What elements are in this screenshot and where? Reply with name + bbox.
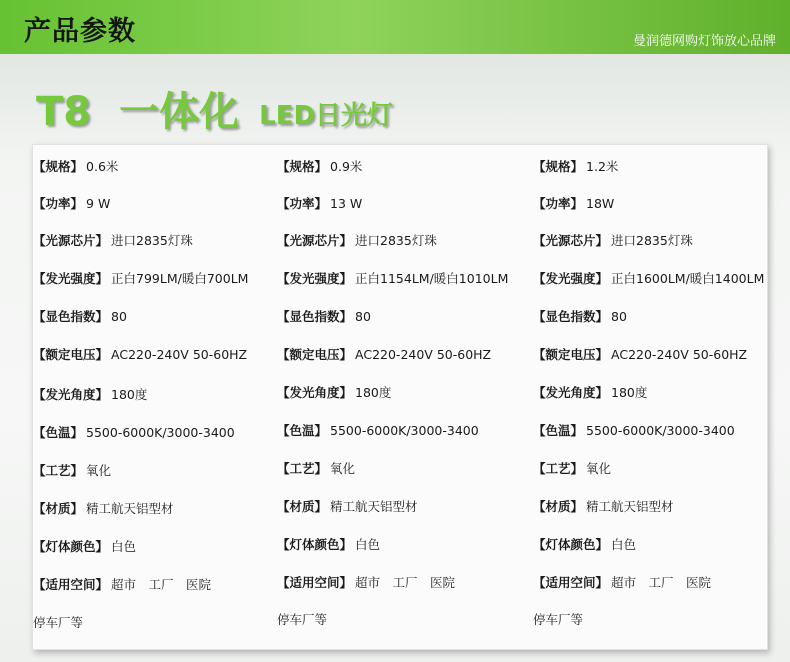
spec-value: 80 (611, 309, 627, 324)
spec-row (277, 344, 491, 366)
spec-row (277, 382, 391, 404)
spec-row (33, 460, 111, 482)
spec-row (277, 193, 362, 215)
spec-value: 18W (586, 196, 615, 211)
spec-row (277, 268, 508, 290)
spec-value: 13 W (330, 196, 363, 211)
spec-value: 正白1154LM/暖白1010LM (355, 271, 509, 286)
spec-label: 【光源芯片】 (533, 233, 609, 248)
spec-row (533, 420, 735, 442)
product-name: 一体化 (119, 89, 240, 135)
spec-value: 180度 (111, 387, 148, 402)
spec-value: 80 (111, 309, 127, 324)
spec-value: 9 W (86, 196, 111, 211)
section-title: 产品参数 (24, 16, 136, 47)
spec-value: 氧化 (86, 463, 112, 478)
spec-value: AC220-240V 50-60HZ (355, 347, 492, 362)
spec-row (277, 230, 437, 252)
spec-label: 【色温】 (277, 423, 328, 438)
spec-value: 180度 (355, 385, 392, 400)
spec-value: 5500-6000K/3000-3400 (330, 423, 479, 438)
spec-row (533, 572, 711, 594)
spec-label: 【工艺】 (33, 463, 84, 478)
spec-label: 【材质】 (33, 501, 84, 516)
spec-value: 白色 (111, 539, 137, 554)
spec-row (33, 156, 118, 178)
spec-row (33, 344, 247, 366)
spec-row (33, 498, 174, 520)
spec-value: 1.2米 (586, 159, 619, 174)
spec-label: 【发光角度】 (533, 385, 609, 400)
spec-label: 【灯体颜色】 (533, 537, 609, 552)
spec-value: 5500-6000K/3000-3400 (586, 423, 735, 438)
spec-row (277, 420, 479, 442)
spec-continuation: 停车厂等 (533, 612, 584, 627)
brand-slogan: 曼润德网购灯饰放心品牌 (632, 34, 776, 49)
spec-value: 正白1600LM/暖白1400LM (611, 271, 765, 286)
spec-label: 【适用空间】 (277, 575, 353, 590)
spec-label: 【发光强度】 (277, 271, 353, 286)
spec-value: 精工航天铝型材 (86, 501, 174, 516)
spec-label: 【工艺】 (277, 461, 328, 476)
spec-value: 进口2835灯珠 (355, 233, 437, 248)
spec-row (533, 496, 674, 518)
spec-value: 氧化 (586, 461, 612, 476)
spec-row (533, 230, 693, 252)
spec-label: 【功率】 (277, 196, 328, 211)
spec-continuation: 停车厂等 (33, 615, 84, 630)
spec-value: 5500-6000K/3000-3400 (86, 425, 235, 440)
spec-label: 【额定电压】 (277, 347, 353, 362)
spec-row (33, 574, 211, 596)
spec-label: 【光源芯片】 (277, 233, 353, 248)
product-model: T8 (36, 89, 92, 135)
spec-row (533, 268, 764, 290)
spec-row (277, 156, 362, 178)
spec-label: 【光源芯片】 (33, 233, 109, 248)
spec-value: 180度 (611, 385, 648, 400)
spec-row (533, 344, 747, 366)
spec-value: 80 (355, 309, 371, 324)
spec-label: 【功率】 (533, 196, 584, 211)
spec-label: 【色温】 (33, 425, 84, 440)
spec-value: AC220-240V 50-60HZ (111, 347, 248, 362)
spec-label: 【发光角度】 (277, 385, 353, 400)
spec-panel (32, 144, 768, 650)
spec-row (277, 572, 455, 594)
spec-value: 白色 (355, 537, 381, 552)
spec-row (533, 193, 614, 215)
spec-row (533, 534, 636, 556)
spec-label: 【发光强度】 (33, 271, 109, 286)
spec-row (33, 536, 136, 558)
spec-label: 【显色指数】 (277, 309, 353, 324)
spec-label: 【灯体颜色】 (33, 539, 109, 554)
spec-label: 【发光角度】 (33, 387, 109, 402)
spec-label: 【材质】 (277, 499, 328, 514)
spec-row (533, 306, 627, 328)
spec-value: 0.6米 (86, 159, 119, 174)
spec-label: 【额定电压】 (33, 347, 109, 362)
header-bar (0, 0, 790, 54)
spec-value: 超市 工厂 医院 (611, 575, 712, 590)
spec-row (33, 384, 147, 406)
product-title (36, 84, 393, 134)
spec-label: 【灯体颜色】 (277, 537, 353, 552)
spec-row (533, 382, 647, 404)
spec-row (277, 496, 418, 518)
spec-value: 白色 (611, 537, 637, 552)
spec-row (33, 306, 127, 328)
spec-label: 【规格】 (277, 159, 328, 174)
spec-label: 【功率】 (33, 196, 84, 211)
spec-row (33, 193, 110, 215)
spec-label: 【工艺】 (533, 461, 584, 476)
spec-label: 【规格】 (533, 159, 584, 174)
spec-value: 0.9米 (330, 159, 363, 174)
product-type: LED日光灯 (259, 101, 394, 131)
spec-row (533, 156, 618, 178)
spec-row (33, 268, 248, 290)
spec-label: 【额定电压】 (533, 347, 609, 362)
spec-value: 进口2835灯珠 (611, 233, 693, 248)
spec-row (277, 306, 371, 328)
spec-value: 进口2835灯珠 (111, 233, 193, 248)
spec-row (277, 534, 380, 556)
spec-value: AC220-240V 50-60HZ (611, 347, 748, 362)
spec-label: 【适用空间】 (533, 575, 609, 590)
spec-label: 【显色指数】 (533, 309, 609, 324)
spec-value: 正白799LM/暖白700LM (111, 271, 249, 286)
spec-value: 超市 工厂 医院 (111, 577, 212, 592)
spec-value: 氧化 (330, 461, 356, 476)
spec-row (33, 422, 235, 444)
spec-label: 【显色指数】 (33, 309, 109, 324)
spec-label: 【色温】 (533, 423, 584, 438)
spec-row (277, 458, 355, 480)
spec-label: 【适用空间】 (33, 577, 109, 592)
spec-label: 【规格】 (33, 159, 84, 174)
spec-continuation: 停车厂等 (277, 612, 328, 627)
spec-row (33, 230, 193, 252)
spec-label: 【发光强度】 (533, 271, 609, 286)
spec-value: 超市 工厂 医院 (355, 575, 456, 590)
spec-value: 精工航天铝型材 (586, 499, 674, 514)
spec-label: 【材质】 (533, 499, 584, 514)
spec-row (533, 458, 611, 480)
spec-value: 精工航天铝型材 (330, 499, 418, 514)
